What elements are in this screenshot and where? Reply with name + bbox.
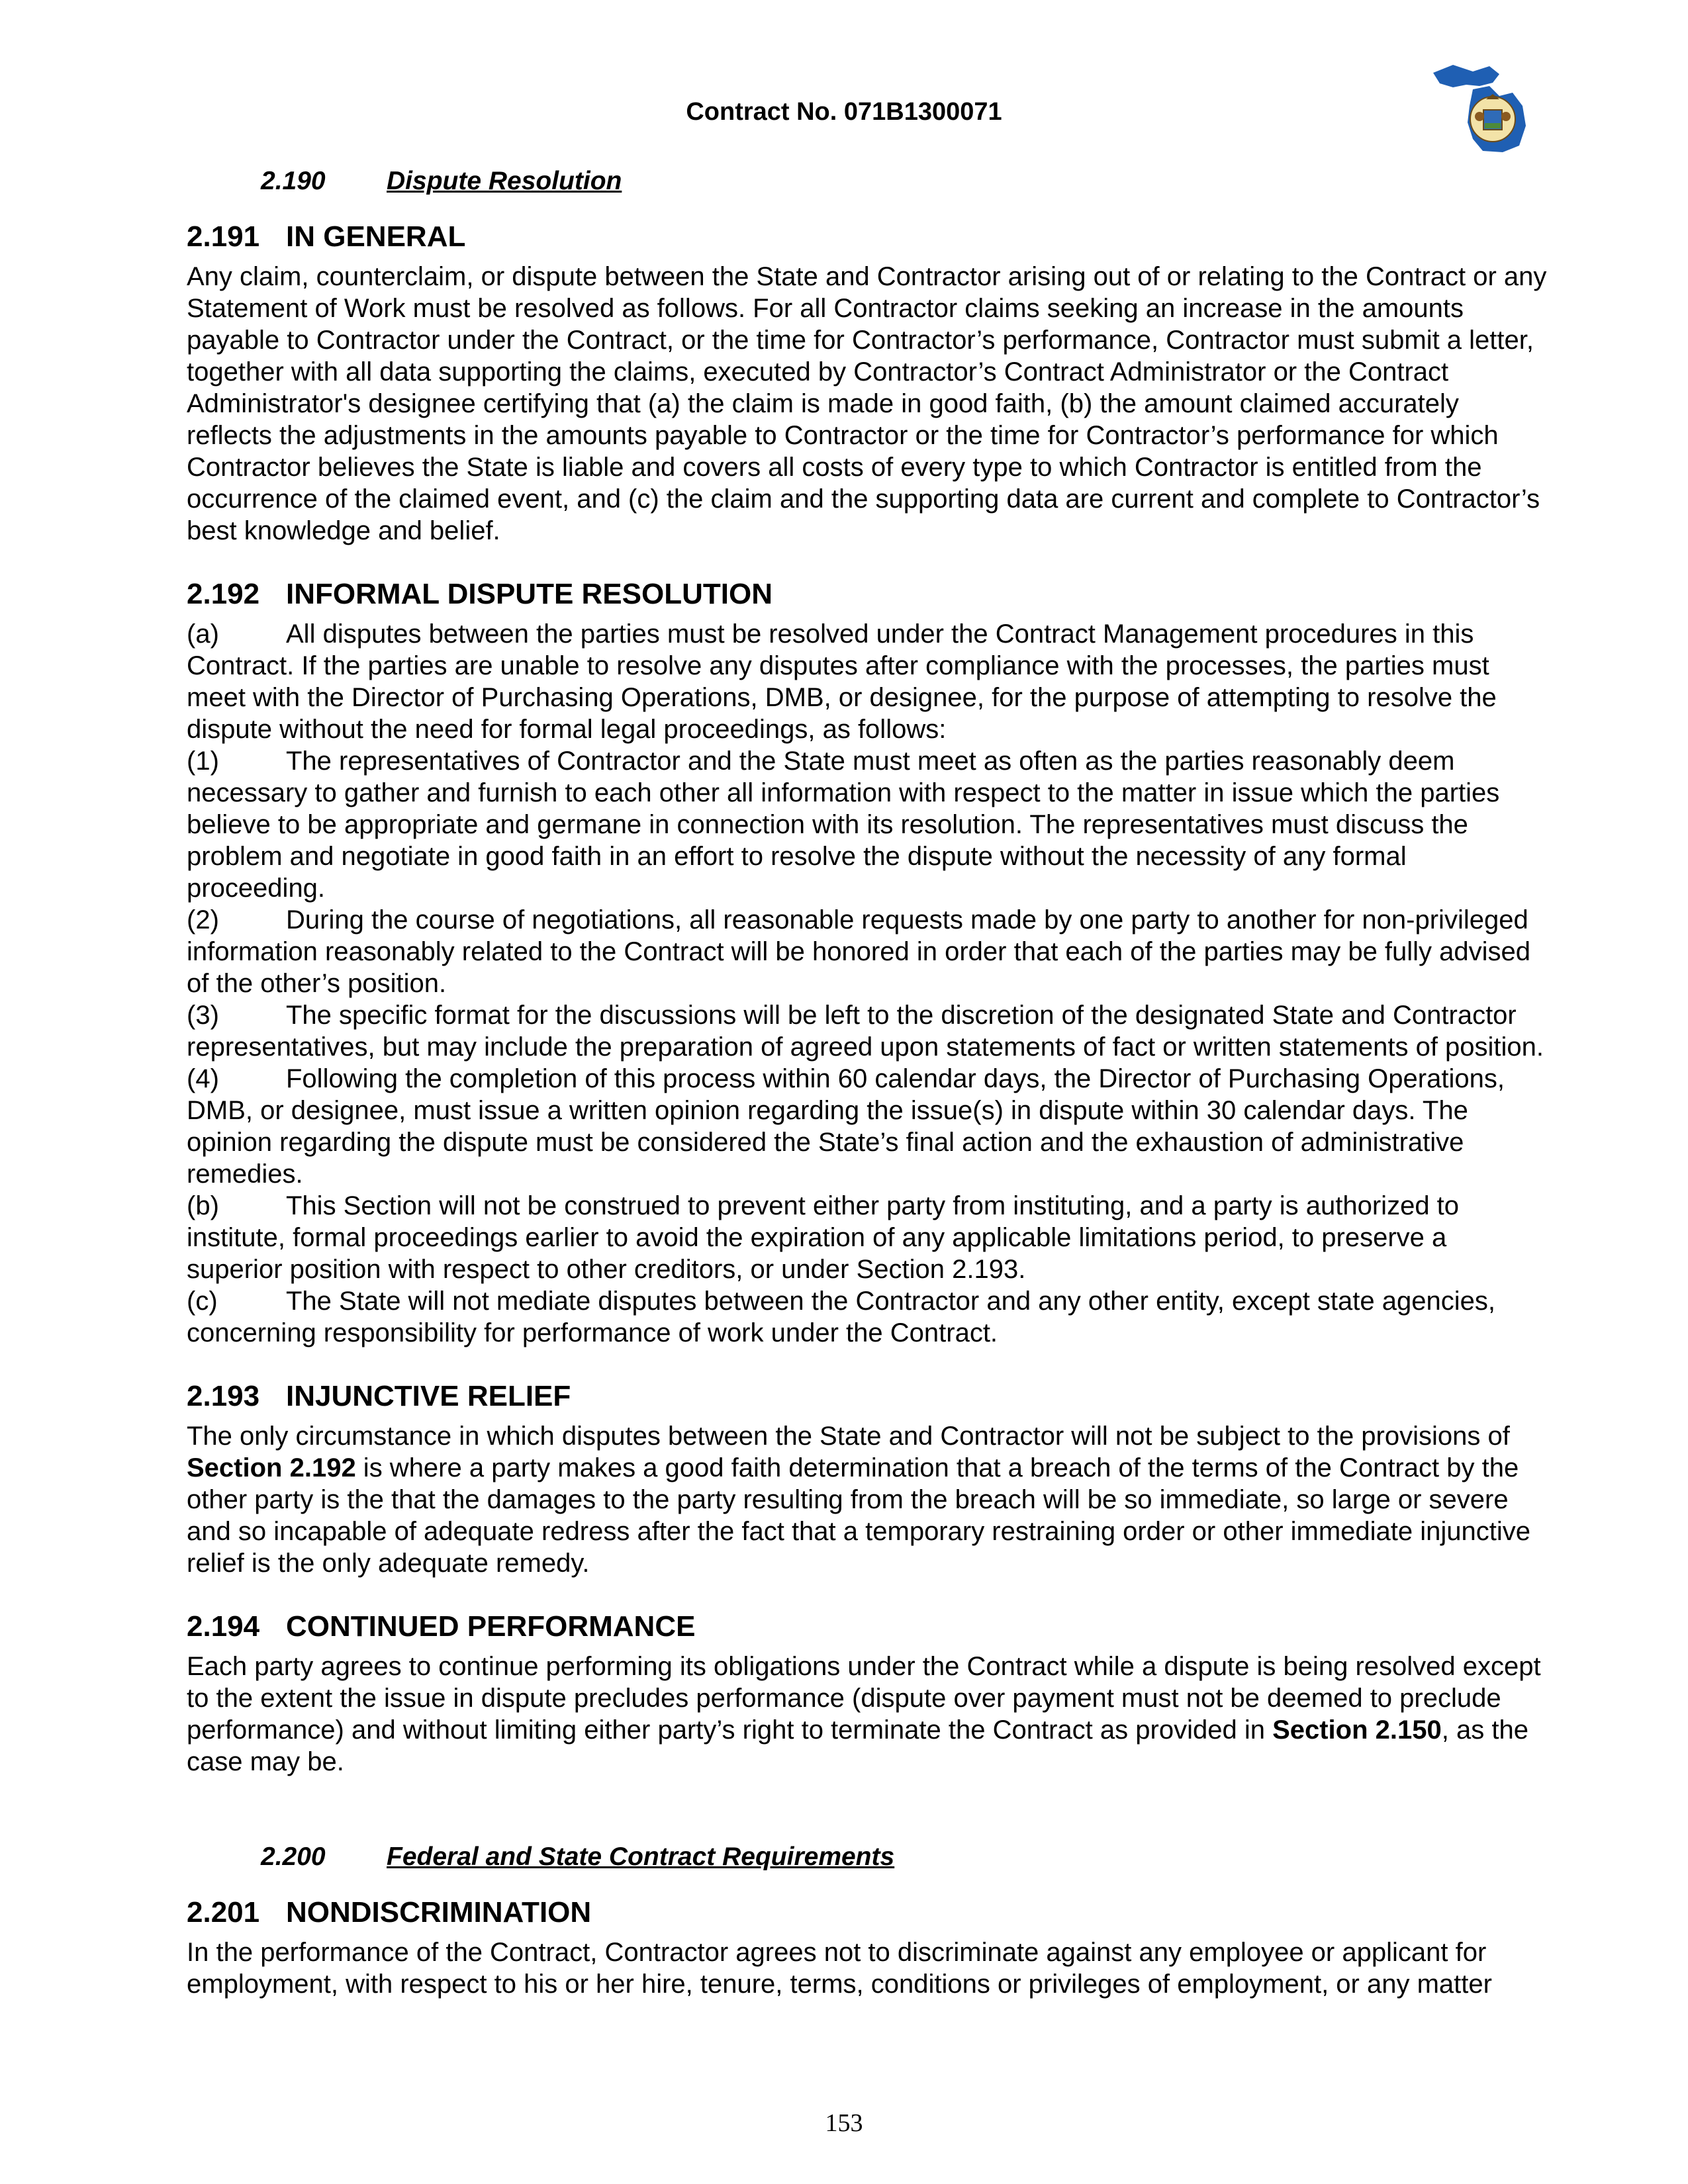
text-run: , as the case may be. — [187, 1715, 1528, 1776]
paragraph: In the performance of the Contract, Contractor agrees not to discriminate against any employee or applicant for employment, with respect to his or her hire, tenure, terms, conditions or privileges of employment, or any matter — [187, 1938, 1492, 1999]
paragraph-1 — [187, 745, 1548, 904]
document-body — [187, 165, 1548, 2030]
subsection-title: NONDISCRIMINATION — [286, 1896, 592, 1929]
subsection-2191 — [187, 220, 1548, 547]
subsection-number: 2.193 — [187, 1380, 260, 1412]
paragraph-a — [187, 618, 1548, 745]
subsection-title: INFORMAL DISPUTE RESOLUTION — [286, 578, 773, 610]
section-number: 2.190 — [261, 167, 326, 195]
paragraph-3 — [187, 999, 1548, 1063]
item-text: The specific format for the discussions will be left to the discretion of the designated State and Contractor representatives, but may include the preparation of agreed upon statements of fact or written statements of position. — [187, 1001, 1544, 1062]
page-number: 153 — [825, 2109, 863, 2137]
text-run: The only circumstance in which disputes between the State and Contractor will not be subject to the provisions of — [187, 1422, 1510, 1451]
subsection-2194 — [187, 1610, 1548, 1778]
item-text: During the course of negotiations, all reasonable requests made by one party to another for non-privileged information reasonably related to the Contract will be honored in order that each of the parties may be fully advised of the other’s position. — [187, 905, 1531, 998]
subsection-heading — [187, 220, 1548, 254]
paragraph-c — [187, 1285, 1548, 1349]
paragraph: Any claim, counterclaim, or dispute between the State and Contractor arising out of or relating to the Contract or any Statement of Work must be resolved as follows. For all Contractor claims seeking an increase in the amounts payable to Contractor under the Contract, or the time for Contractor’s performance, Contractor must submit a letter, together with all data supporting the claims, executed by Contractor’s Contract Administrator or the Contract Administrator's designee certifying that (a) the claim is made in good faith, (b) the amount claimed accurately reflects the adjustments in the amounts payable to Contractor or the time for Contractor’s performance for which Contractor believes the State is liable and covers all costs of every type to which Contractor is entitled from the occurrence of the claimed event, and (c) the claim and the supporting data are current and complete to Contractor’s best knowledge and belief. — [187, 262, 1547, 545]
item-tag: (3) — [187, 1001, 219, 1030]
text-run: is where a party makes a good faith determination that a breach of the terms of the Contract by the other party is the that the damages to the party resulting from the breach will be so immediate, so large or severe and so incapable of adequate redress after the fact that a temporary restraining order or other immediate injunctive relief is the only adequate remedy. — [187, 1453, 1531, 1578]
item-text: Following the completion of this process within 60 calendar days, the Director of Purchasing Operations, DMB, or designee, must issue a written opinion regarding the issue(s) in dispute within 30 calendar days. The opinion regarding the dispute must be considered the State’s final action and the exhaustion of administrative remedies. — [187, 1064, 1505, 1189]
item-text: This Section will not be construed to prevent either party from instituting, and a party is authorized to institute, formal proceedings earlier to avoid the expiration of any applicable limitations period, to preserve a superior position with respect to other creditors, or under Section 2.193. — [187, 1191, 1460, 1284]
item-tag: (a) — [187, 619, 219, 649]
paragraph-4 — [187, 1063, 1548, 1190]
section-title: Dispute Resolution — [387, 167, 622, 195]
subsection-heading — [187, 1895, 1548, 1930]
section-title: Federal and State Contract Requirements — [387, 1843, 895, 1871]
subsection-number: 2.201 — [187, 1896, 260, 1929]
subsection-heading — [187, 577, 1548, 612]
paragraph-b — [187, 1190, 1548, 1285]
subsection-2201 — [187, 1895, 1548, 2000]
section-heading-2190 — [261, 165, 1548, 197]
subsection-2193 — [187, 1379, 1548, 1579]
item-text: All disputes between the parties must be resolved under the Contract Management procedures in this Contract. If the parties are unable to resolve any disputes after compliance with the processes, the parties must meet with the Director of Purchasing Operations, DMB, or designee, for the purpose of attempting to resolve the dispute without the need for formal legal proceedings, as follows: — [187, 619, 1497, 744]
section-heading-2200 — [261, 1841, 1548, 1873]
michigan-seal-logo — [1427, 60, 1532, 159]
subsection-title: IN GENERAL — [286, 220, 466, 253]
subsection-title: CONTINUED PERFORMANCE — [286, 1610, 696, 1643]
subsection-heading — [187, 1379, 1548, 1414]
subsection-heading — [187, 1610, 1548, 1644]
paragraph — [187, 1651, 1548, 1778]
item-tag: (c) — [187, 1287, 218, 1316]
subsection-number: 2.191 — [187, 220, 260, 253]
item-text: The State will not mediate disputes between the Contractor and any other entity, except state agencies, concerning responsibility for performance of work under the Contract. — [187, 1287, 1495, 1347]
section-number: 2.200 — [261, 1843, 326, 1871]
item-tag: (1) — [187, 747, 219, 776]
section-reference: Section 2.150 — [1272, 1715, 1442, 1745]
subsection-number: 2.192 — [187, 578, 260, 610]
section-reference: Section 2.192 — [187, 1453, 356, 1482]
subsection-title: INJUNCTIVE RELIEF — [286, 1380, 571, 1412]
item-tag: (b) — [187, 1191, 219, 1220]
subsection-2192 — [187, 577, 1548, 1349]
subsection-number: 2.194 — [187, 1610, 260, 1643]
paragraph-2 — [187, 904, 1548, 999]
item-text: The representatives of Contractor and the State must meet as often as the parties reasonably deem necessary to gather and furnish to each other all information with respect to the matter in issue which the parties believe to be appropriate and germane in connection with its resolution. The representatives must discuss the problem and negotiate in good faith in an effort to resolve the dispute without the necessity of any formal proceeding. — [187, 747, 1500, 903]
contract-number-header: Contract No. 071B1300071 — [686, 98, 1002, 126]
item-tag: (4) — [187, 1064, 219, 1093]
paragraph — [187, 1420, 1548, 1579]
text-run: Each party agrees to continue performing its obligations under the Contract while a dispute is being resolved except to the extent the issue in dispute precludes performance (dispute over payment must not be deemed to preclude performance) and without limiting either party’s right to terminate the Contract as provided in — [187, 1652, 1541, 1745]
item-tag: (2) — [187, 905, 219, 934]
